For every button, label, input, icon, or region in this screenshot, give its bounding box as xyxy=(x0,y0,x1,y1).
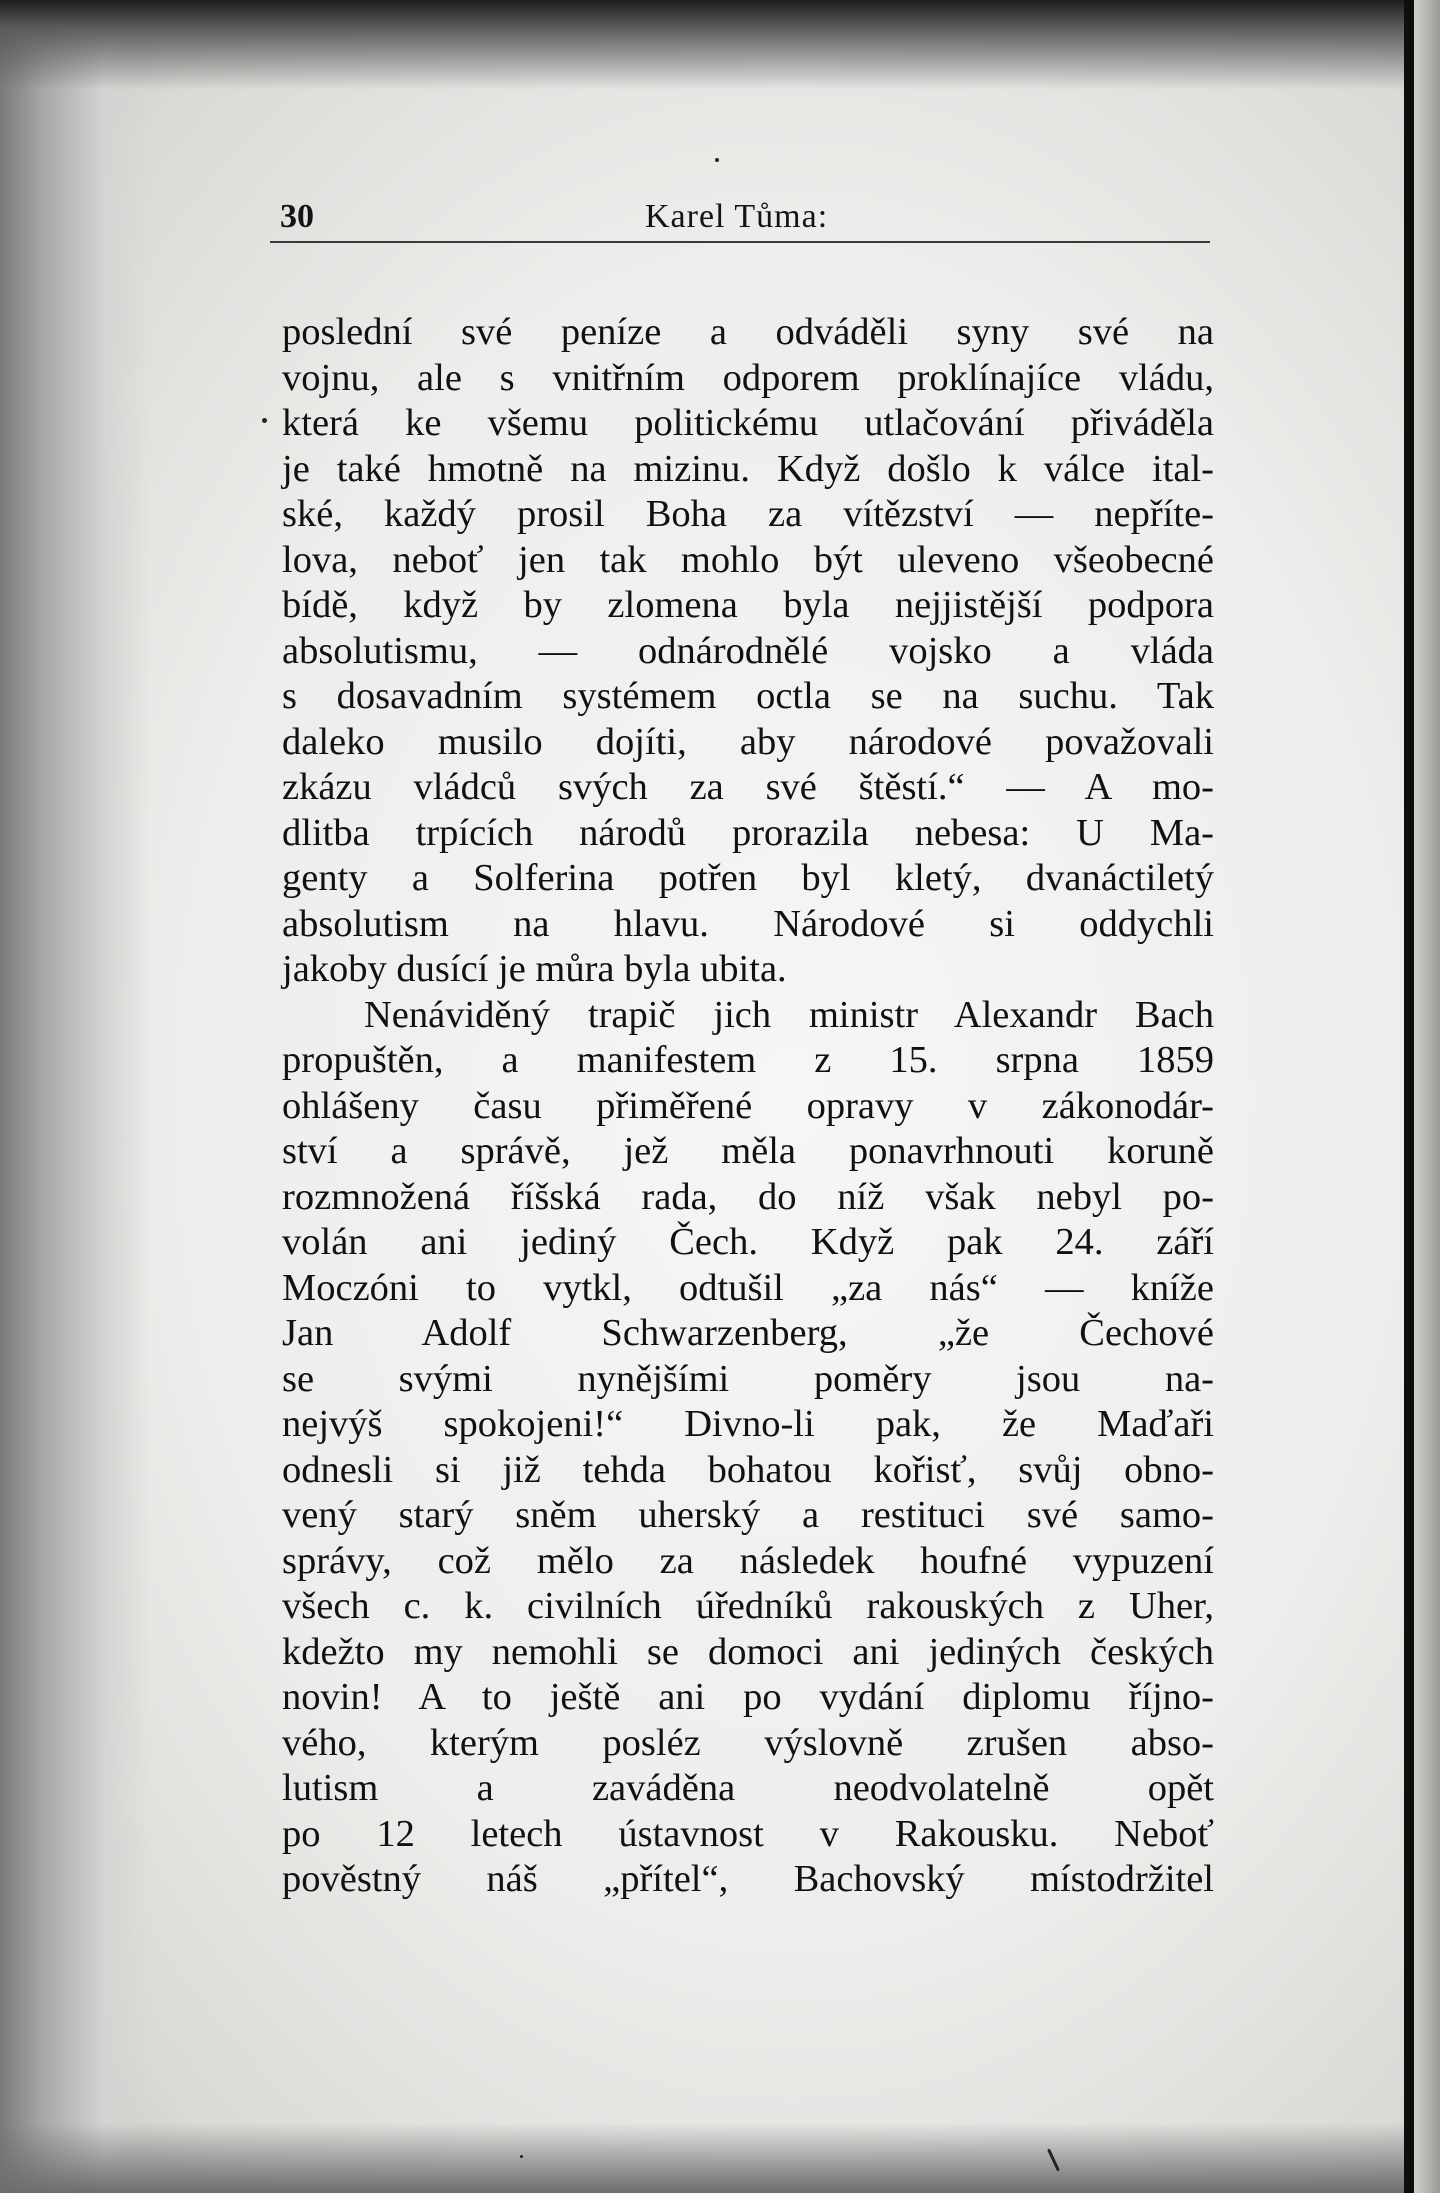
page-edge-right xyxy=(1414,0,1440,2193)
page-header xyxy=(280,198,1210,242)
body-text xyxy=(282,310,1214,1903)
text-line-paragraph-start: Nenáviděný trapič jich ministr Alexandr Bach xyxy=(364,993,1214,1036)
text-line: genty a Solferina potřen byl kletý, dvanáctiletý xyxy=(282,857,1214,899)
text-line: je také hmotně na mizinu. Když došlo k válce ital- xyxy=(282,447,1214,490)
text-line: volán ani jediný Čech. Když pak 24. září xyxy=(282,1221,1214,1263)
text-line: lutism a zaváděna neodvolatelně opět xyxy=(282,1767,1214,1809)
text-line: absolutismu, — odnárodnělé vojsko a vláda xyxy=(282,629,1214,672)
page-number: 30 xyxy=(280,198,314,235)
text-line: nejvýš spokojeni!“ Divno-li pak, že Maďaři xyxy=(282,1403,1214,1445)
text-line: vený starý sněm uherský a restituci své samo- xyxy=(282,1494,1214,1536)
dust-speck xyxy=(715,158,719,162)
text-line: kdežto my nemohli se domoci ani jediných českých xyxy=(282,1630,1214,1673)
text-line: vojnu, ale s vnitřním odporem proklínajíce vládu, xyxy=(282,356,1214,399)
page-shadow-top xyxy=(0,0,1440,90)
text-line: rozmnožená říšská rada, do níž však nebyl po- xyxy=(282,1175,1214,1218)
text-line: odnesli si již tehda bohatou kořisť, svůj obno- xyxy=(282,1448,1214,1491)
text-line: se svými nynějšími poměry jsou na- xyxy=(282,1357,1214,1400)
text-line: jakoby dusící je můra byla ubita. xyxy=(282,948,787,990)
text-line: po 12 letech ústavnost v Rakousku. Neboť xyxy=(282,1812,1214,1855)
text-line: všech c. k. civilních úředníků rakouských z Uher, xyxy=(282,1585,1214,1627)
page-shadow-bottom xyxy=(0,2123,1440,2193)
text-line: lova, neboť jen tak mohlo být uleveno všeobecné xyxy=(282,538,1214,581)
dust-speck xyxy=(262,418,267,423)
text-line: poslední své peníze a odváděli syny své na xyxy=(282,311,1214,353)
text-line: správy, což mělo za následek houfné vypuzení xyxy=(282,1539,1214,1582)
text-line: Jan Adolf Schwarzenberg, „že Čechové xyxy=(282,1312,1214,1354)
text-line: absolutism na hlavu. Národové si oddychli xyxy=(282,902,1214,945)
text-line: vého, kterým posléz výslovně zrušen abso- xyxy=(282,1721,1214,1764)
dust-speck xyxy=(520,2155,523,2158)
text-line: bídě, když by zlomena byla nejjistější podpora xyxy=(282,584,1214,626)
text-line: dlitba trpících národů prorazila nebesa: U Ma- xyxy=(282,811,1214,854)
text-line: pověstný náš „přítel“, Bachovský místodržitel xyxy=(282,1858,1214,1900)
text-line: zkázu vládců svých za své štěstí.“ — A mo- xyxy=(282,766,1214,808)
text-line: ohlášeny času přiměřené opravy v zákonodár- xyxy=(282,1084,1214,1127)
text-line: novin! A to ještě ani po vydání diplomu říjno- xyxy=(282,1676,1214,1718)
running-head: Karel Tůma: xyxy=(645,198,829,235)
text-line: Moczóni to vytkl, odtušil „za nás“ — kníže xyxy=(282,1266,1214,1309)
text-line: která ke všemu politickému utlačování přiváděla xyxy=(282,402,1214,444)
page-shadow-left xyxy=(0,0,150,2193)
text-line: ství a správě, jež měla ponavrhnouti koruně xyxy=(282,1130,1214,1172)
text-line: s dosavadním systémem octla se na suchu. Tak xyxy=(282,675,1214,717)
header-rule xyxy=(270,241,1210,243)
binding-line xyxy=(1404,0,1414,2193)
text-line: propuštěn, a manifestem z 15. srpna 1859 xyxy=(282,1039,1214,1081)
text-line: daleko musilo dojíti, aby národové považovali xyxy=(282,720,1214,763)
text-line: ské, každý prosil Boha za vítězství — nepříte- xyxy=(282,493,1214,535)
